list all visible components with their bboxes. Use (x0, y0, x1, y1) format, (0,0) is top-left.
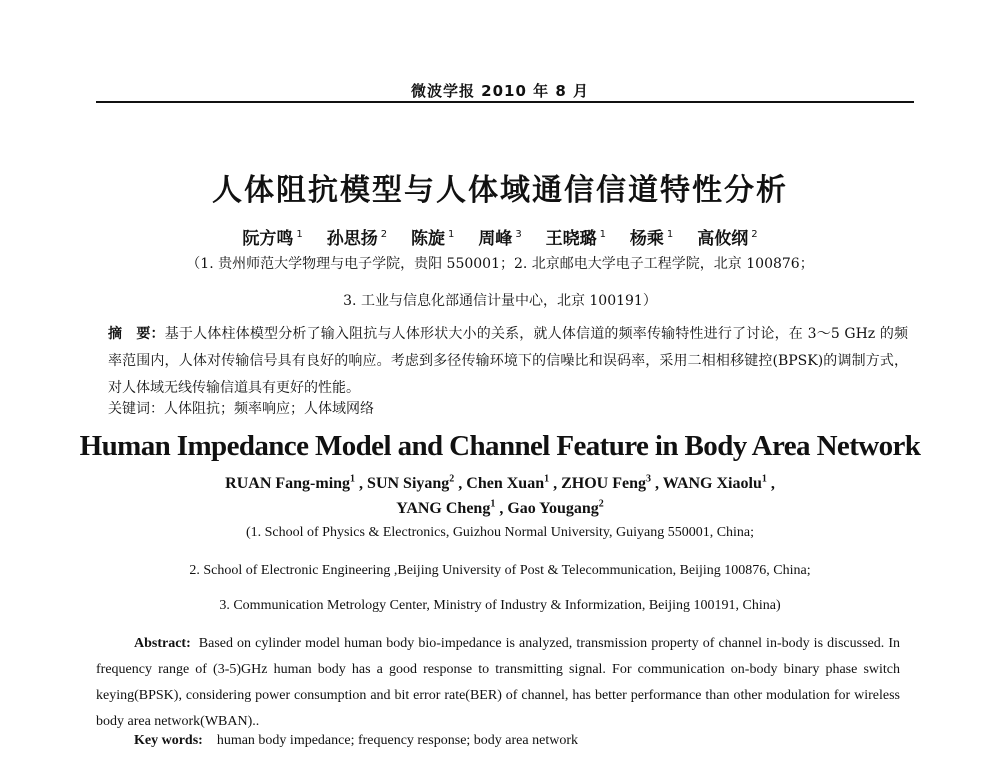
english-author (225, 475, 355, 492)
author-name: 孙思扬 (326, 229, 378, 249)
english-abstract-text: Based on cylinder model human body bio-impedance is analyzed, transmission property of channel in-body is discussed. In frequency range of (3-5)GHz human body has a good response to transmitting signal. For communication on-body binary phase switch keying(BPSK), considering power consumption and bit error rate(BER) of channel, has better performance than other modulation for wireless body area network(WBAN).. (96, 636, 900, 729)
author-affiliation-mark: 1 (296, 229, 303, 241)
author-affiliation-mark: 1 (490, 499, 496, 510)
author-affiliation-mark: 3 (515, 229, 522, 241)
chinese-affiliation-line-1: （1. 贵州师范大学物理与电子学院，贵阳 550001；2. 北京邮电大学电子工程学院，北京 100876； (186, 256, 814, 272)
english-authors-line-1: RUAN Fang-ming$^1$ , SUN Siyang$^2$ , Chen Xuan$^1$ , ZHOU Feng$^3$ , WANG Xiaolu$^1$ , (225, 474, 775, 493)
author-affiliation-mark: 2 (380, 229, 388, 241)
author-name: 杨乘 (629, 229, 664, 249)
english-author (663, 475, 767, 492)
author-affiliation-mark: 1 (761, 474, 767, 485)
author-name: Chen Xuan (466, 475, 545, 493)
english-author (507, 500, 603, 517)
author-affiliation-mark: 1 (350, 474, 356, 485)
author-affiliation-mark: 1 (599, 229, 606, 241)
english-abstract (96, 631, 900, 735)
english-keywords (134, 733, 914, 749)
author-name: 周峰 (478, 229, 513, 249)
author-affiliation-mark: 3 (646, 474, 651, 485)
chinese-keywords-text: 人体阻抗；频率响应；人体域网络 (164, 401, 374, 417)
author-affiliation-mark: 2 (449, 474, 455, 485)
author-affiliation-mark: 2 (598, 499, 604, 510)
author-name: 王晓璐 (545, 229, 597, 249)
author-affiliation-mark: 1 (448, 229, 455, 241)
author-name: SUN Siyang (367, 475, 450, 493)
chinese-keywords-label: 关键词： (108, 401, 164, 417)
chinese-affiliation-line-2: 3. 工业与信息化部通信计量中心，北京 100191） (343, 293, 657, 309)
chinese-abstract (108, 321, 908, 402)
chinese-abstract-text: 基于人体柱体模型分析了输入阻抗与人体形状大小的关系，就人体信道的频率传输特性进行了讨论，在 3～5 GHz 的频率范围内，人体对传输信号具有良好的响应。考虑到多径传输环境下的信噪比和误码率，采用二相相移键控(BPSK)的调制方式，对人体域无线传输信道具有更好的性能。 (108, 326, 908, 396)
english-author (466, 475, 549, 492)
english-title: Human Impedance Model and Channel Feature in Body Area Network (79, 430, 921, 462)
chinese-author (546, 229, 606, 249)
english-authors-line-2: YANG Cheng$^1$ , Gao Yougang$^2$ (396, 499, 604, 518)
chinese-title: 人体阻抗模型与人体域通信信道特性分析 (212, 173, 788, 208)
author-affiliation-mark: 1 (544, 474, 550, 485)
chinese-author (630, 229, 673, 249)
author-name: 阮方鸣 (242, 229, 294, 249)
chinese-author (242, 229, 302, 249)
english-author (561, 475, 651, 492)
chinese-abstract-label: 摘 要： (108, 326, 165, 342)
chinese-keywords (108, 398, 908, 418)
chinese-authors (0, 224, 1000, 249)
author-affiliation-mark: 2 (751, 229, 758, 241)
chinese-author (327, 229, 387, 249)
author-name: Gao Yougang (507, 500, 599, 518)
english-affiliation-line-1: (1. School of Physics & Electronics, Guizhou Normal University, Guiyang 550001, China; (245, 525, 755, 540)
author-name: ZHOU Feng (561, 475, 646, 493)
chinese-author (411, 229, 454, 249)
author-name: YANG Cheng (396, 500, 491, 518)
author-name: 高攸纲 (697, 229, 749, 249)
english-abstract-label: Abstract: (134, 636, 191, 651)
author-name: RUAN Fang-ming (225, 475, 351, 493)
english-author (396, 500, 495, 517)
author-name: WANG Xiaolu (662, 475, 762, 493)
english-keywords-label: Key words: (134, 733, 203, 748)
chinese-author (478, 229, 521, 249)
journal-header: 微波学报 2010 年 8 月 (410, 82, 590, 100)
chinese-author (697, 229, 757, 249)
english-keywords-text: human body impedance; frequency response; body area network (216, 733, 578, 748)
author-affiliation-mark: 1 (666, 229, 674, 241)
author-name: 陈旋 (411, 229, 446, 249)
english-author (367, 475, 454, 492)
english-affiliation-line-3: 3. Communication Metrology Center, Ministry of Industry & Informization, Beijing 100191, China) (219, 598, 781, 613)
header-rule (96, 101, 914, 103)
english-affiliation-line-2: 2. School of Electronic Engineering ,Beijing University of Post & Telecommunication, Beijing 100876, China; (189, 563, 811, 578)
